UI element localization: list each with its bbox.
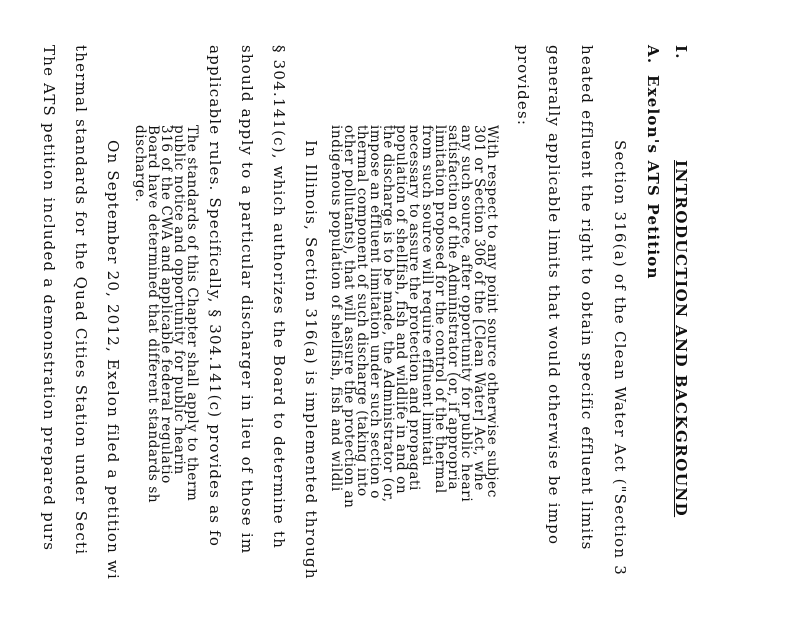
quote1-line: thermal component of such discharge (taking into	[354, 125, 370, 497]
quote1-line: impose an effluent limitation under such section o	[367, 125, 383, 500]
quote1-line: 301 or Section 306 of the [Clean Water] Act, whe	[471, 125, 487, 491]
paragraph2-line: In Illinois, Section 316(a) is implemented through	[302, 140, 320, 580]
quote2-line: The standards of this Chapter shall apply to therm	[184, 125, 200, 502]
quote2-line: discharge.	[132, 125, 148, 203]
quote2-line: 316 of the CWA and applicable federal regulatio	[158, 125, 174, 484]
subsection-title: Exelon's ATS Petition	[644, 75, 662, 280]
quote1-line: With respect to any point source otherwise subjec	[484, 125, 500, 498]
quote1-line: indigenous population of shellfish, fish and wildli	[328, 125, 344, 492]
quote1-line: satisfaction of the Administrator (or, if appropria	[445, 125, 461, 491]
paragraph3-line: thermal standards for the Quad Cities Station under Secti	[72, 45, 90, 556]
section-number: I.	[672, 45, 690, 60]
subsection-label: A.	[644, 45, 662, 65]
paragraph2-line: applicable rules. Specifically, § 304.141(c) provides as fo	[206, 45, 224, 548]
paragraph2-line: should apply to a particular discharger in lieu of those im	[238, 45, 256, 555]
quote2-line: public notice and opportunity for public hearin	[171, 125, 187, 475]
paragraph1-line: Section 316(a) of the Clean Water Act ("Section 3	[611, 140, 629, 576]
paragraph3-line: The ATS petition included a demonstration prepared purs	[40, 45, 58, 552]
paragraph1-line: heated effluent the right to obtain specific effluent limits	[578, 45, 596, 551]
quote1-line: any such source, after opportunity for public heari	[458, 125, 474, 503]
quote1-line: from such source will require effluent limitati	[419, 125, 435, 467]
section-title: INTRODUCTION AND BACKGROUND	[672, 160, 690, 518]
quote1-line: other pollutants), that will assure the protection an	[341, 125, 357, 509]
quote1-line: necessary to assure the protection and propagati	[406, 125, 422, 491]
paragraph1-line: generally applicable limits that would otherwise be impo	[545, 45, 563, 546]
quote1-line: limitation proposed for the control of the thermal	[432, 125, 448, 494]
rotated-document	[10, 0, 690, 618]
paragraph2-line: § 304.141(c), which authorizes the Board to determine th	[270, 45, 288, 550]
paragraph3-line: On September 20, 2012, Exelon filed a petition wi	[104, 140, 122, 581]
quote2-line: Board have determined that different standards sh	[145, 125, 161, 504]
quote1-line: population of shellfish, fish and wildlife in and on	[393, 125, 409, 495]
quote1-line: the discharge is to be made, the Administrator (or,	[380, 125, 396, 503]
paragraph1-line: provides:	[514, 45, 532, 127]
